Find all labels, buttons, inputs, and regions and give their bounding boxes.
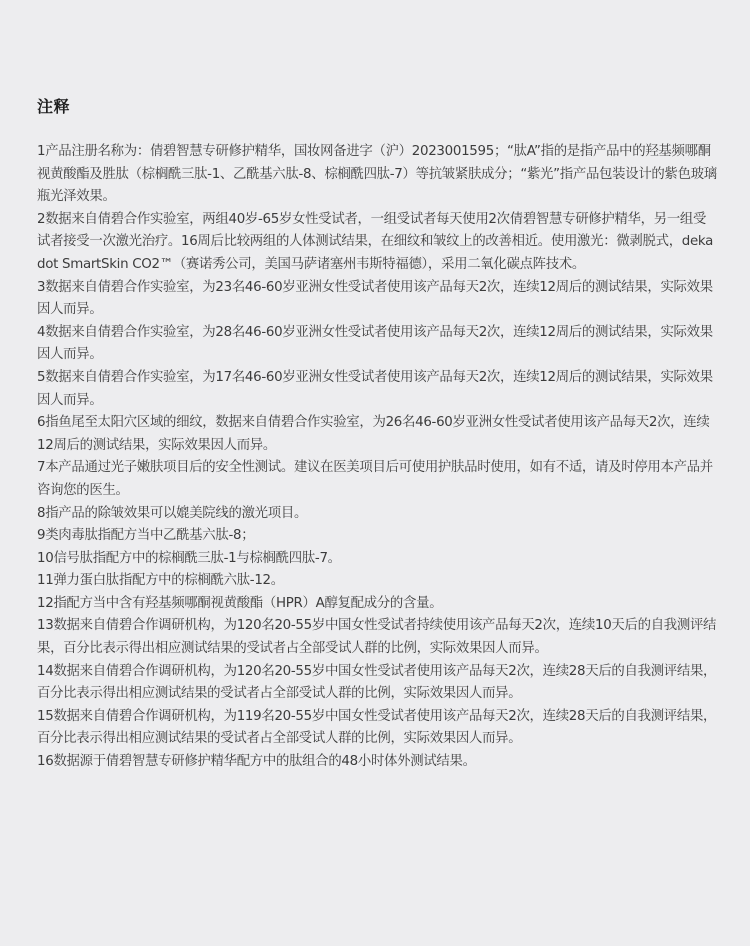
footnote-8: 8指产品的除皱效果可以媲美院线的激光项目。 [37, 505, 308, 521]
footnote-3: 3数据来自倩碧合作实验室，为23名46-60岁亚洲女性受试者使用该产品每天2次，连续12周后的测试结果，实际效果因人而异。 [37, 279, 713, 318]
footnote-15: 15数据来自倩碧合作调研机构，为119名20-55岁中国女性受试者使用该产品每天2次，连续28天后的自我测评结果，百分比表示得出相应测试结果的受试者占全部受试人群的比例，实际效果因人而异。 [37, 708, 717, 747]
footnote-10: 10信号肽指配方中的棕榈酰三肽-1与棕榈酰四肽-7。 [37, 550, 341, 566]
footnote-1: 1产品注册名称为：倩碧智慧专研修护精华，国妆网备进字（沪）2023001595；“肽A”指的是指产品中的羟基频哪酮视黄酸酯及胜肽（棕榈酰三肽-1、乙酰基六肽-8、棕榈酰四肽-7）等抗皱紧肤成分；“紫光”指产品包装设计的紫色玻璃瓶光泽效果。 [37, 144, 717, 205]
footnote-list [37, 141, 717, 774]
footnote-4: 4数据来自倩碧合作实验室，为28名46-60岁亚洲女性受试者使用该产品每天2次，连续12周后的测试结果，实际效果因人而异。 [37, 324, 713, 363]
footnote-14: 14数据来自倩碧合作调研机构，为120名20-55岁中国女性受试者使用该产品每天2次，连续28天后的自我测评结果，百分比表示得出相应测试结果的受试者占全部受试人群的比例，实际效果因人而异。 [37, 663, 717, 702]
footnote-7: 7本产品通过光子嫩肤项目后的安全性测试。建议在医美项目后可使用护肤品时使用，如有不适，请及时停用本产品并咨询您的医生。 [37, 460, 713, 498]
footnote-5: 5数据来自倩碧合作实验室，为17名46-60岁亚洲女性受试者使用该产品每天2次，连续12周后的测试结果，实际效果因人而异。 [37, 369, 713, 408]
footnote-12: 12指配方当中含有羟基频哪酮视黄酸酯（HPR）A醇复配成分的含量。 [37, 595, 443, 611]
footnote-9: 9类肉毒肽指配方当中乙酰基六肽-8； [37, 528, 255, 544]
footnote-11: 11弹力蛋白肽指配方中的棕榈酰六肽-12。 [37, 573, 284, 589]
page-title: 注释 [37, 97, 71, 116]
footnote-13: 13数据来自倩碧合作调研机构，为120名20-55岁中国女性受试者持续使用该产品每天2次，连续10天后的自我测评结果，百分比表示得出相应测试结果的受试者占全部受试人群的比例，实际效果因人而异。 [37, 618, 717, 657]
footnote-6: 6指鱼尾至太阳穴区域的细纹，数据来自倩碧合作实验室，为26名46-60岁亚洲女性受试者使用该产品每天2次，连续12周后的测试结果，实际效果因人而异。 [37, 415, 710, 453]
footnote-16: 16数据源于倩碧智慧专研修护精华配方中的肽组合的48小时体外测试结果。 [37, 754, 476, 770]
footnote-2: 2数据来自倩碧合作实验室，两组40岁-65岁女性受试者，一组受试者每天使用2次倩碧智慧专研修护精华，另一组受试者接受一次激光治疗。16周后比较两组的人体测试结果，在细纹和皱纹上的改善相近。使用激光：微剥脱式，deka dot SmartSkin CO2™（赛诺秀公司，美国马萨诸塞州韦斯特福德），采用二氧化碳点阵技术。 [37, 211, 714, 272]
